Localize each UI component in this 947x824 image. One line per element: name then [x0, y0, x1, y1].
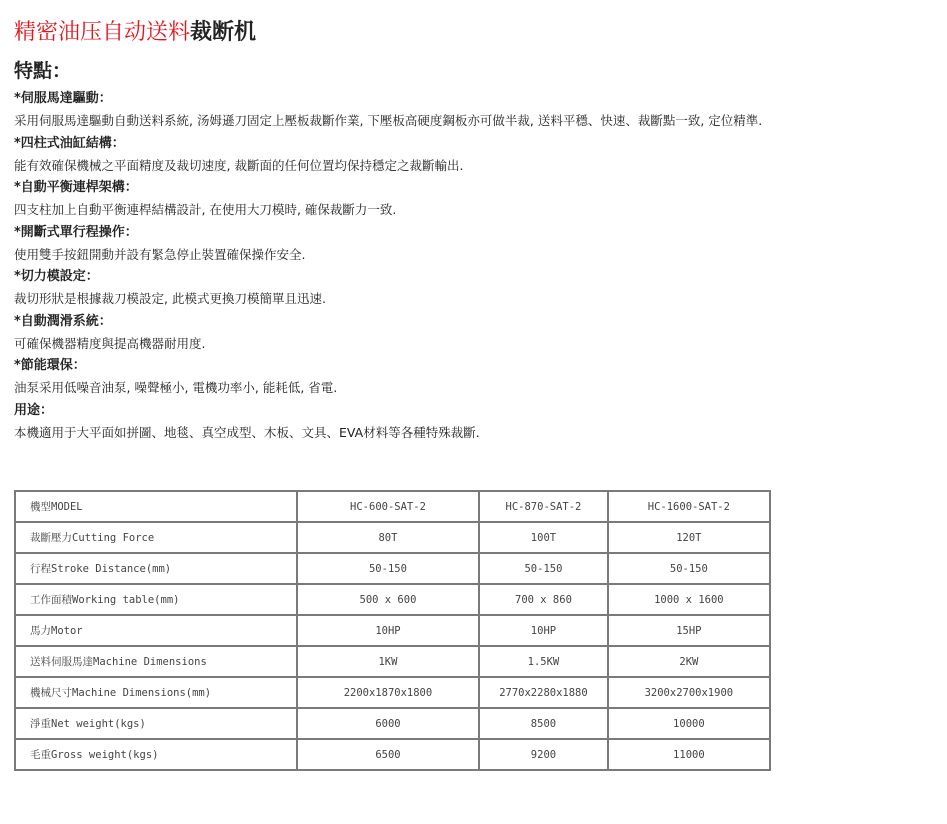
table-row	[15, 584, 770, 615]
table-row	[15, 553, 770, 584]
feature-desc-lubrication: 可確保機器精度與提高機器耐用度.	[14, 335, 206, 351]
row-value: 2KW	[608, 646, 770, 677]
row-value: 3200x2700x1900	[608, 677, 770, 708]
feature-desc-servo: 采用伺服馬達驅動自動送料系統, 汤姆遜刀固定上壓板裁斷作業, 下壓板高硬度鋼板亦可做半裁, 送料平穩、快速、裁斷點一致, 定位精準.	[14, 113, 763, 128]
row-label: 毛重Gross weight(kgs)	[15, 739, 297, 770]
feature-desc-energy-saving: 油泵采用低噪音油泵, 噪聲極小, 電機功率小, 能耗低, 省電.	[14, 380, 338, 395]
feature-desc-single-stroke: 使用雙手按鈕開動并設有緊急停止裝置確保操作安全.	[14, 246, 306, 262]
table-row	[15, 677, 770, 708]
feature-title-balance-linkage: *自動平衡連桿架構：	[14, 180, 138, 195]
row-value: HC-600-SAT-2	[297, 491, 479, 522]
feature-title-lubrication: *自動潤滑系統：	[14, 313, 112, 329]
row-label: 淨重Net weight(kgs)	[15, 708, 297, 739]
page-title	[14, 18, 256, 48]
row-value: 9200	[479, 739, 608, 770]
row-value: 120T	[608, 522, 770, 553]
row-value: 2200x1870x1800	[297, 677, 479, 708]
row-value: 15HP	[608, 615, 770, 646]
row-value: 1000 x 1600	[608, 584, 770, 615]
table-row	[15, 646, 770, 677]
row-value: 10HP	[297, 615, 479, 646]
row-value: 50-150	[479, 553, 608, 584]
row-label: 送料伺服馬達Machine Dimensions	[15, 646, 297, 677]
row-value: 6500	[297, 739, 479, 770]
feature-title-cutting-mode: *切力模設定：	[14, 269, 99, 284]
features-heading: 特點：	[14, 60, 72, 82]
row-value: 6000	[297, 708, 479, 739]
feature-title-four-column: *四柱式油缸結構：	[14, 135, 125, 151]
row-value: 11000	[608, 739, 770, 770]
row-value: 1.5KW	[479, 646, 608, 677]
page-title-dark: 裁断机	[190, 20, 257, 45]
features-list	[14, 88, 934, 444]
row-label: 機械尺寸Machine Dimensions(mm)	[15, 677, 297, 708]
page-title-red: 精密油压自动送料	[14, 20, 191, 45]
row-value: 10HP	[479, 615, 608, 646]
row-value: 50-150	[608, 553, 770, 584]
row-value: 500 x 600	[297, 584, 479, 615]
row-value: HC-870-SAT-2	[479, 491, 608, 522]
row-value: 80T	[297, 522, 479, 553]
feature-desc-usage: 本機適用于大平面如拼圖、地毯、真空成型、木板、文具、EVA材料等各種特殊裁斷.	[14, 424, 480, 440]
row-value: 100T	[479, 522, 608, 553]
table-row	[15, 491, 770, 522]
row-value: HC-1600-SAT-2	[608, 491, 770, 522]
row-label: 馬力Motor	[15, 615, 297, 646]
feature-desc-balance-linkage: 四支柱加上自動平衡連桿結構設計, 在使用大刀模時, 確保裁斷力一致.	[14, 202, 397, 217]
feature-title-usage: 用途：	[14, 402, 54, 418]
row-value: 2770x2280x1880	[479, 677, 608, 708]
row-value: 700 x 860	[479, 584, 608, 615]
row-value: 50-150	[297, 553, 479, 584]
table-row	[15, 615, 770, 646]
feature-desc-cutting-mode: 裁切形狀是根據裁刀模設定, 此模式更換刀模簡單且迅速.	[14, 291, 326, 306]
feature-desc-four-column: 能有效確保機械之平面精度及裁切速度, 裁斷面的任何位置均保持穩定之裁斷輸出.	[14, 157, 464, 173]
feature-title-energy-saving: *節能環保：	[14, 358, 86, 373]
row-label: 工作面積Working table(mm)	[15, 584, 297, 615]
feature-title-servo: *伺服馬達驅動：	[14, 91, 112, 106]
row-value: 10000	[608, 708, 770, 739]
table-row	[15, 522, 770, 553]
table-row	[15, 708, 770, 739]
row-label: 機型MODEL	[15, 491, 297, 522]
feature-title-single-stroke: *開斷式單行程操作：	[14, 224, 138, 240]
row-label: 行程Stroke Distance(mm)	[15, 553, 297, 584]
spec-table	[14, 490, 771, 771]
table-row	[15, 739, 770, 770]
row-value: 8500	[479, 708, 608, 739]
row-label: 裁斷壓力Cutting Force	[15, 522, 297, 553]
row-value: 1KW	[297, 646, 479, 677]
